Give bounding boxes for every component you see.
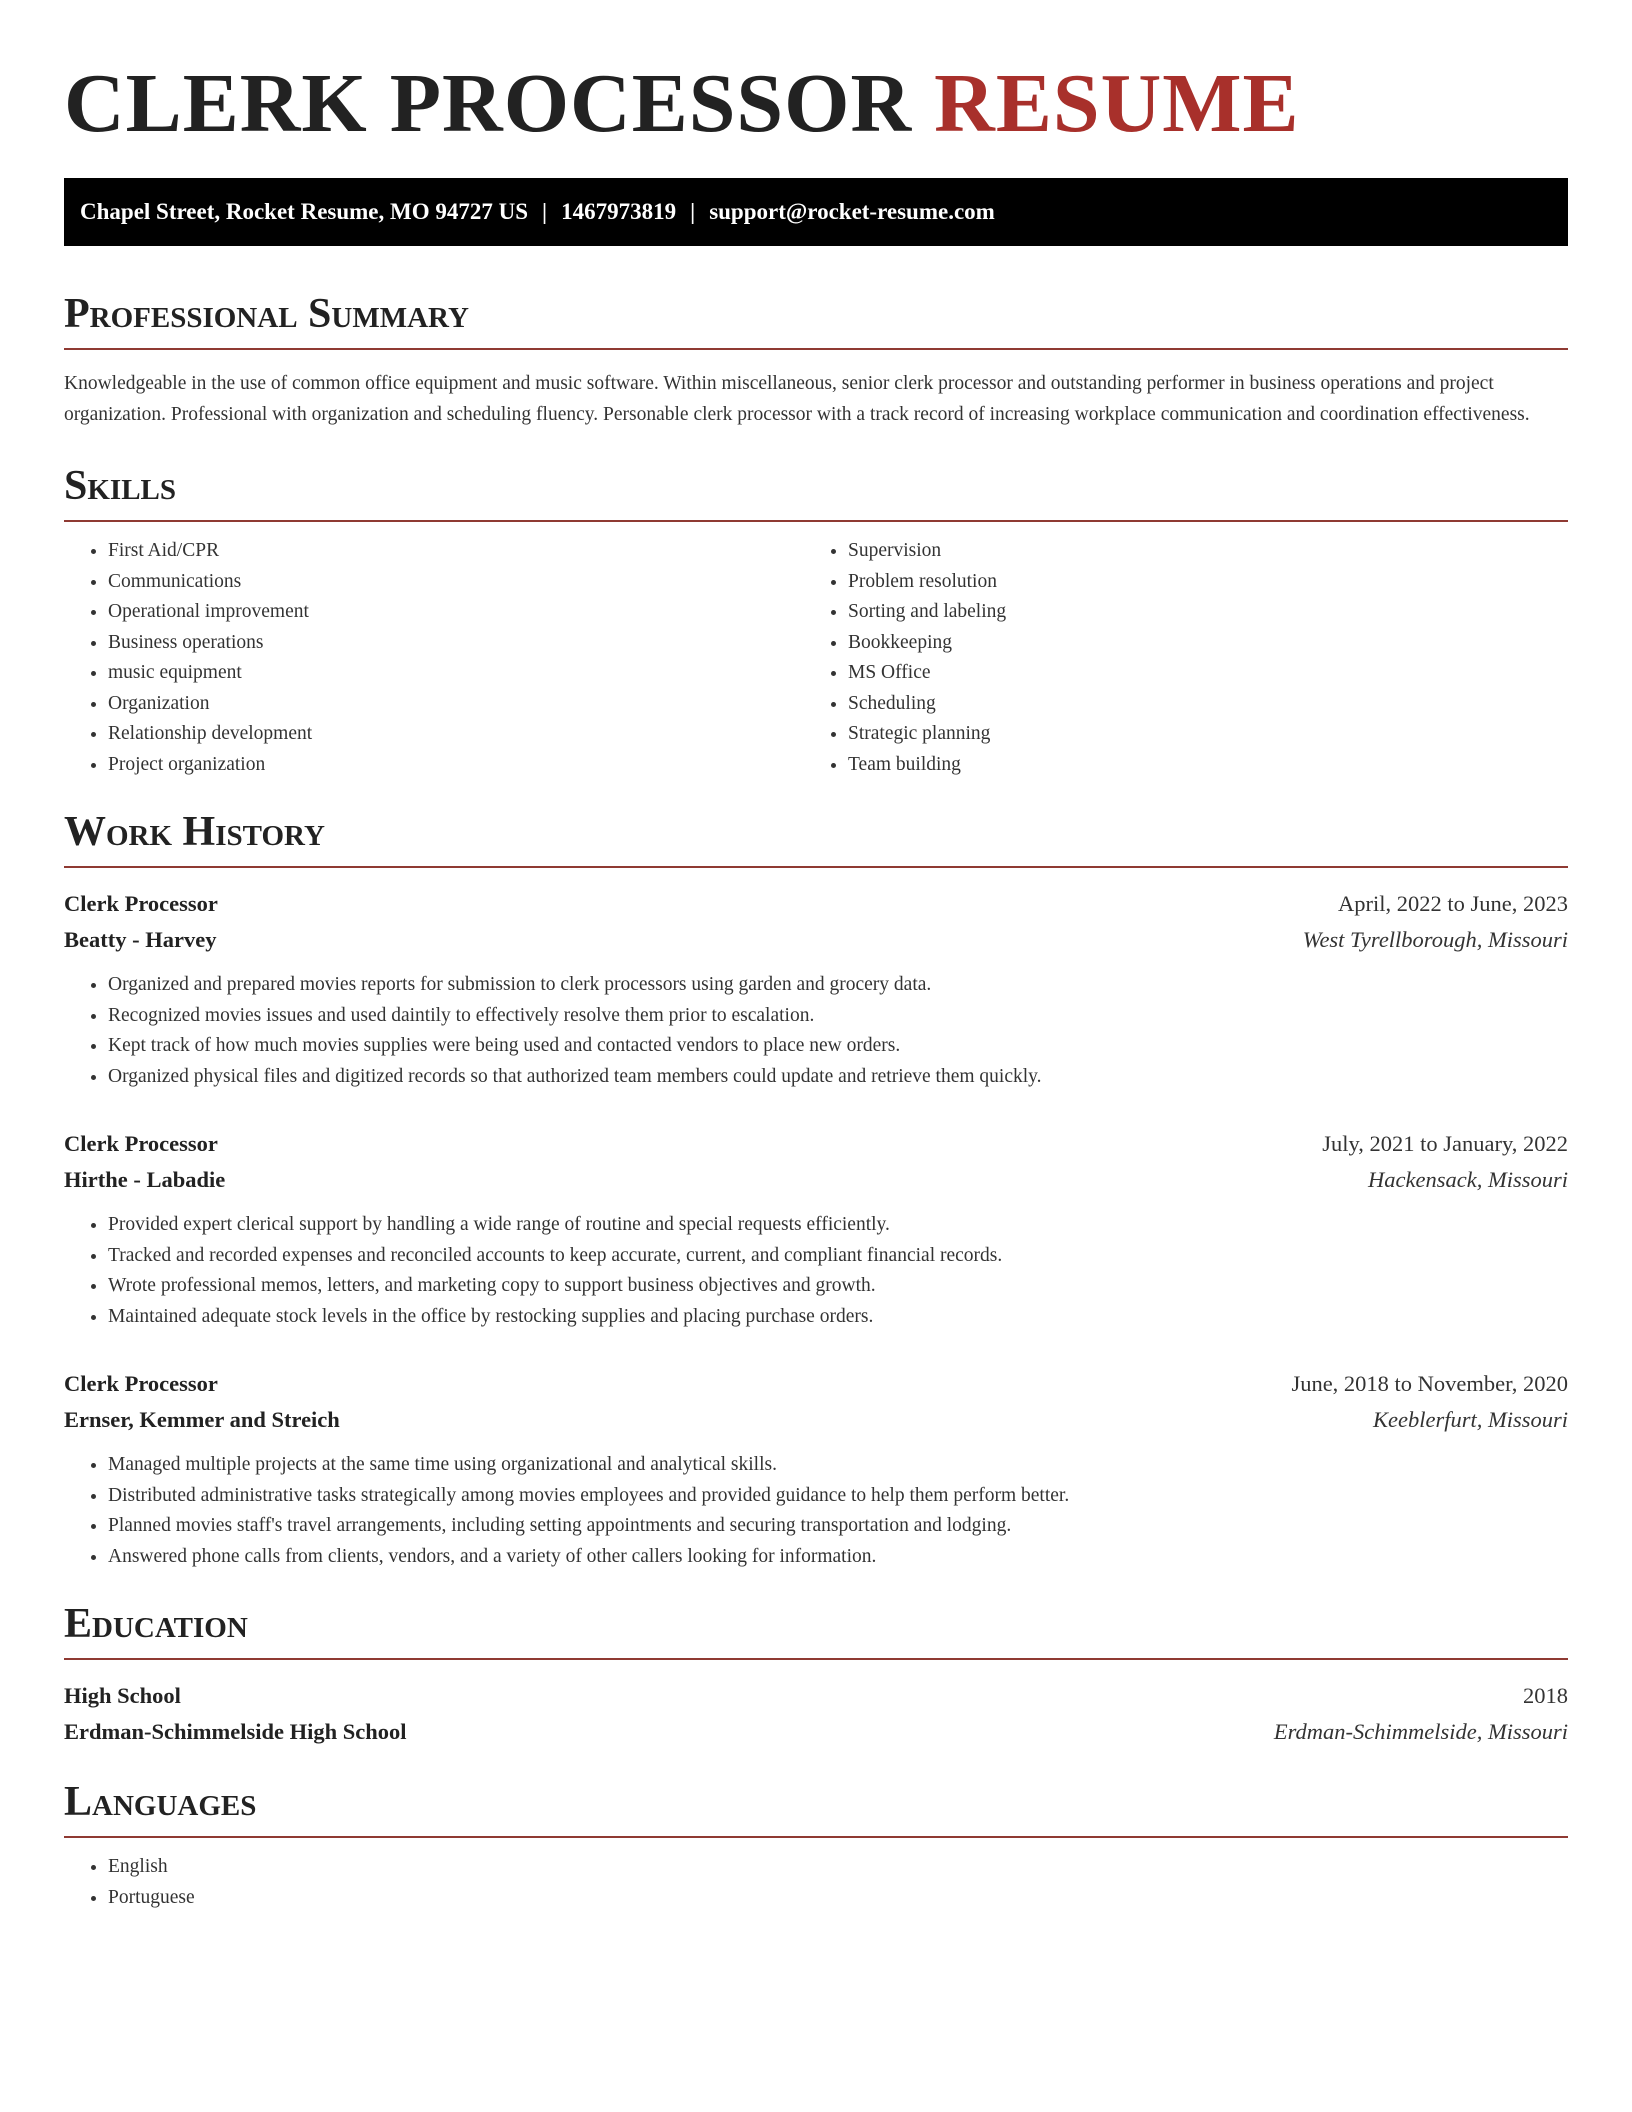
skills-heading: Skills <box>64 460 1568 522</box>
skill-item: • Scheduling <box>848 689 1544 720</box>
skill-item: • MS Office <box>848 658 1544 689</box>
job-company: Beatty - Harvey <box>64 927 217 952</box>
resume-title <box>64 0 1568 150</box>
education-heading: Education <box>64 1598 1568 1660</box>
contact-separator: | <box>542 199 548 224</box>
skill-item: • Problem resolution <box>848 567 1544 598</box>
education-section <box>64 1598 1568 1750</box>
skills-section <box>64 460 1568 780</box>
job-entry <box>64 886 1568 1092</box>
job-bullets <box>64 1210 1568 1332</box>
job-bullet: • Answered phone calls from clients, vendors, and a variety of other callers looking for information. <box>108 1542 1568 1573</box>
skills-column-right <box>804 536 1544 780</box>
summary-heading: Professional Summary <box>64 288 1568 350</box>
job-entry <box>64 1366 1568 1572</box>
job-location: West Tyrellborough, Missouri <box>1302 927 1568 952</box>
job-bullet: • Maintained adequate stock levels in the office by restocking supplies and placing purchase orders. <box>108 1302 1568 1333</box>
title-main: CLERK PROCESSOR <box>64 57 913 150</box>
job-company: Hirthe - Labadie <box>64 1167 226 1192</box>
title-accent: RESUME <box>934 57 1300 150</box>
education-entry <box>64 1678 1568 1750</box>
education-school: Erdman-Schimmelside High School <box>64 1719 407 1744</box>
skill-item: • Bookkeeping <box>848 628 1544 659</box>
language-item: • Portuguese <box>108 1883 1568 1914</box>
skills-columns <box>64 536 1568 780</box>
job-bullet: • Organized and prepared movies reports for submission to clerk processors using garden and grocery data. <box>108 970 1568 1001</box>
contact-separator: | <box>690 199 696 224</box>
job-title: Clerk Processor <box>64 1371 218 1396</box>
job-location: Keeblerfurt, Missouri <box>1373 1407 1568 1432</box>
job-bullet: • Recognized movies issues and used daintily to effectively resolve them prior to escalation. <box>108 1001 1568 1032</box>
contact-address: Chapel Street, Rocket Resume, MO 94727 US <box>80 199 529 224</box>
job-bullet: • Provided expert clerical support by handling a wide range of routine and special requests efficiently. <box>108 1210 1568 1241</box>
skill-item: • First Aid/CPR <box>108 536 804 567</box>
languages-list <box>64 1852 1568 1913</box>
skill-item: • Supervision <box>848 536 1544 567</box>
job-company-row <box>64 1162 1568 1198</box>
education-degree: High School <box>64 1683 181 1708</box>
work-history-heading: Work History <box>64 806 1568 868</box>
job-title: Clerk Processor <box>64 891 218 916</box>
skills-list-left <box>64 536 804 780</box>
languages-heading: Languages <box>64 1776 1568 1838</box>
job-title-row <box>64 1126 1568 1162</box>
contact-email: support@rocket-resume.com <box>709 199 995 224</box>
job-bullet: • Organized physical files and digitized records so that authorized team members could update and retrieve them quickly. <box>108 1062 1568 1093</box>
skill-item: • Relationship development <box>108 719 804 750</box>
job-bullets <box>64 970 1568 1092</box>
job-bullet: • Managed multiple projects at the same time using organizational and analytical skills. <box>108 1450 1568 1481</box>
languages-section <box>64 1776 1568 1913</box>
job-bullet: • Distributed administrative tasks strategically among movies employees and provided guidance to help them perform better. <box>108 1481 1568 1512</box>
education-degree-row <box>64 1678 1568 1714</box>
skill-item: • Business operations <box>108 628 804 659</box>
contact-bar <box>64 178 1568 246</box>
job-dates: July, 2021 to January, 2022 <box>1322 1131 1568 1156</box>
job-company: Ernser, Kemmer and Streich <box>64 1407 340 1432</box>
language-item: • English <box>108 1852 1568 1883</box>
job-company-row <box>64 1402 1568 1438</box>
job-title-row <box>64 886 1568 922</box>
job-entry <box>64 1126 1568 1332</box>
skill-item: • Operational improvement <box>108 597 804 628</box>
job-bullets <box>64 1450 1568 1572</box>
summary-text: Knowledgeable in the use of common office equipment and music software. Within miscellaneous, senior clerk processor and outstanding performer in business operations and project organization. Professional with organization and scheduling fluency. Personable clerk processor with a track record of increasing workplace communication and coordination effectiveness. <box>64 373 1530 425</box>
summary-section <box>64 288 1568 430</box>
job-company-row <box>64 922 1568 958</box>
job-title-row <box>64 1366 1568 1402</box>
education-school-row <box>64 1714 1568 1750</box>
skills-list-right <box>804 536 1544 780</box>
contact-phone: 1467973819 <box>561 199 677 224</box>
education-location: Erdman-Schimmelside, Missouri <box>1273 1719 1568 1744</box>
skill-item: • Project organization <box>108 750 804 781</box>
work-history-section <box>64 806 1568 1572</box>
skill-item: • Sorting and labeling <box>848 597 1544 628</box>
skills-column-left <box>64 536 804 780</box>
job-bullet: • Kept track of how much movies supplies were being used and contacted vendors to place new orders. <box>108 1031 1568 1062</box>
job-bullet: • Tracked and recorded expenses and reconciled accounts to keep accurate, current, and compliant financial records. <box>108 1241 1568 1272</box>
skill-item: • Strategic planning <box>848 719 1544 750</box>
skill-item: • Communications <box>108 567 804 598</box>
job-bullet: • Planned movies staff's travel arrangements, including setting appointments and securing transportation and lodging. <box>108 1511 1568 1542</box>
skill-item: • Team building <box>848 750 1544 781</box>
job-title: Clerk Processor <box>64 1131 218 1156</box>
job-location: Hackensack, Missouri <box>1368 1167 1568 1192</box>
skill-item: • Organization <box>108 689 804 720</box>
skill-item: • music equipment <box>108 658 804 689</box>
job-bullet: • Wrote professional memos, letters, and marketing copy to support business objectives and growth. <box>108 1271 1568 1302</box>
education-year: 2018 <box>1523 1683 1568 1708</box>
job-dates: June, 2018 to November, 2020 <box>1291 1371 1568 1396</box>
job-dates: April, 2022 to June, 2023 <box>1338 891 1568 916</box>
